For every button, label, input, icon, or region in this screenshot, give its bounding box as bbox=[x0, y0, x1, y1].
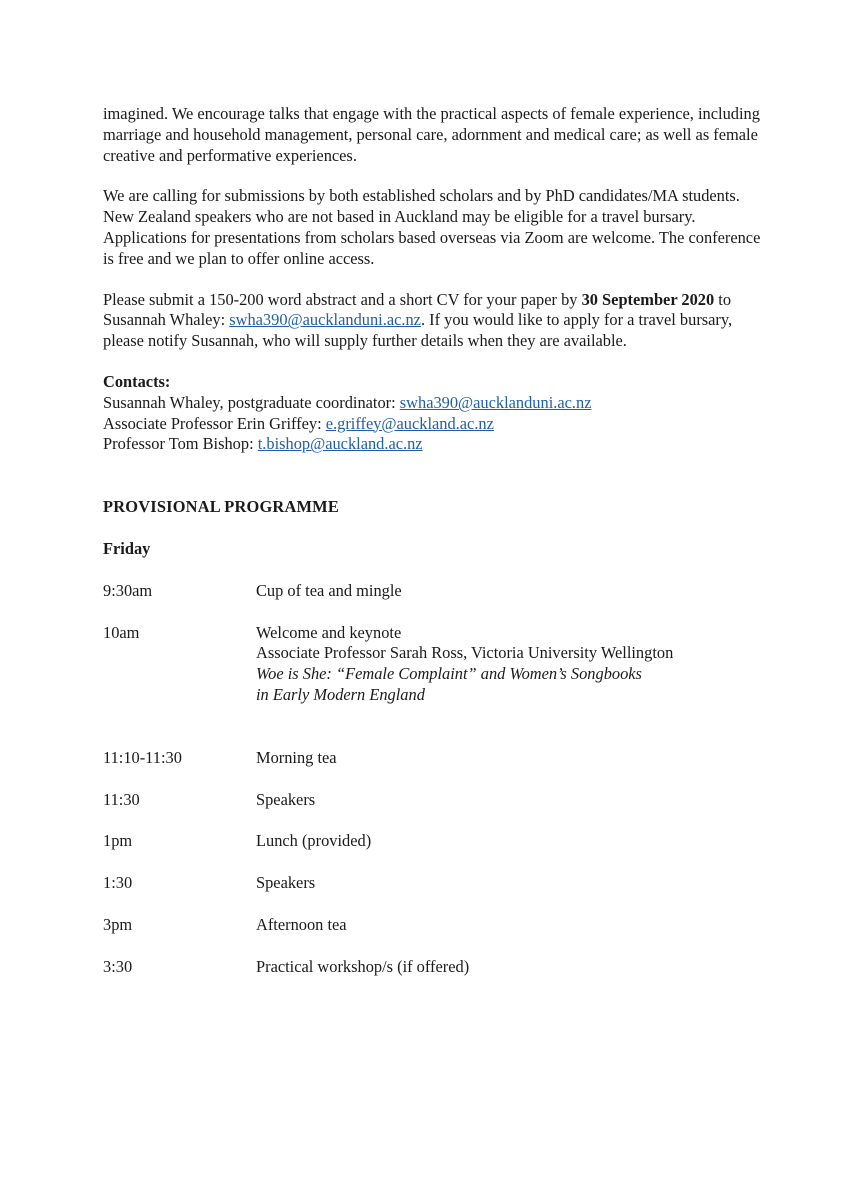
contacts-section bbox=[103, 372, 763, 455]
schedule-event: Morning tea bbox=[256, 747, 337, 767]
contact-email-link[interactable]: swha390@aucklanduni.ac.nz bbox=[399, 392, 592, 412]
schedule-event bbox=[256, 623, 763, 706]
submission-paragraph bbox=[103, 290, 763, 352]
submission-text-middle: to Susannah Whaley: bbox=[103, 289, 732, 330]
keynote-event-label: Welcome and keynote bbox=[256, 622, 402, 642]
schedule-row bbox=[103, 873, 763, 894]
contact-label: Susannah Whaley, postgraduate coordinator: bbox=[103, 392, 400, 412]
keynote-title-line-1 bbox=[256, 664, 763, 685]
contact-line bbox=[103, 393, 763, 414]
contact-label: Professor Tom Bishop: bbox=[103, 434, 258, 454]
schedule-row bbox=[103, 915, 763, 936]
schedule-time: 10am bbox=[103, 622, 140, 642]
schedule-time: 11:30 bbox=[103, 789, 140, 809]
schedule-event: Cup of tea and mingle bbox=[256, 580, 402, 600]
contacts-title: Contacts: bbox=[103, 371, 171, 391]
schedule-row bbox=[103, 790, 763, 811]
schedule-event: Lunch (provided) bbox=[256, 831, 372, 851]
keynote-speaker: Associate Professor Sarah Ross, Victoria University Wellington bbox=[256, 643, 674, 663]
schedule-row bbox=[103, 957, 763, 978]
schedule-row bbox=[103, 581, 763, 602]
intro-paragraph-1: imagined. We encourage talks that engage with the practical aspects of female experience, including marriage and household management, personal care, adornment and medical care; as well as female creative and performative experiences. bbox=[103, 104, 760, 165]
contact-line bbox=[103, 414, 763, 435]
schedule-time: 3pm bbox=[103, 914, 133, 934]
submission-text-before: Please submit a 150-200 word abstract and a short CV for your paper by bbox=[103, 289, 582, 309]
schedule-time: 9:30am bbox=[103, 580, 153, 600]
schedule-event: Speakers bbox=[256, 789, 316, 809]
schedule-time: 11:10-11:30 bbox=[103, 747, 182, 767]
submission-email-link[interactable]: swha390@aucklanduni.ac.nz bbox=[229, 310, 421, 330]
contact-label: Associate Professor Erin Griffey: bbox=[103, 413, 326, 433]
keynote-title-text: in Early Modern England bbox=[256, 684, 425, 704]
keynote-title-line-2 bbox=[256, 685, 763, 706]
programme-day: Friday bbox=[103, 538, 151, 558]
schedule-time: 3:30 bbox=[103, 956, 133, 976]
schedule-time: 1:30 bbox=[103, 873, 133, 893]
schedule-time: 1pm bbox=[103, 831, 133, 851]
contact-email-link[interactable]: t.bishop@auckland.ac.nz bbox=[257, 434, 423, 454]
submission-text-after: . If you would like to apply for a travel bursary, please notify Susannah, who will supply further details when they are available. bbox=[103, 310, 733, 351]
schedule-row bbox=[103, 831, 763, 852]
submission-deadline: 30 September 2020 bbox=[581, 289, 715, 309]
schedule-event: Speakers bbox=[256, 873, 316, 893]
contact-line bbox=[103, 434, 763, 455]
contact-email-link[interactable]: e.griffey@auckland.ac.nz bbox=[325, 413, 494, 433]
schedule-event: Afternoon tea bbox=[256, 914, 347, 934]
schedule-row-keynote bbox=[103, 623, 763, 706]
document-page bbox=[103, 104, 763, 999]
keynote-title-text: Woe is She: “Female Complaint” and Women’s Songbooks bbox=[256, 664, 642, 684]
programme-schedule bbox=[103, 581, 763, 978]
intro-paragraph-2: We are calling for submissions by both established scholars and by PhD candidates/MA students. New Zealand speakers who are not based in Auckland may be eligible for a travel bursary. Applications for presentations from scholars based overseas via Zoom are welcome. The conference is free and we plan to offer online access. bbox=[103, 186, 761, 268]
programme-heading: PROVISIONAL PROGRAMME bbox=[103, 497, 339, 517]
schedule-row bbox=[103, 748, 763, 769]
schedule-event: Practical workshop/s (if offered) bbox=[256, 956, 470, 976]
